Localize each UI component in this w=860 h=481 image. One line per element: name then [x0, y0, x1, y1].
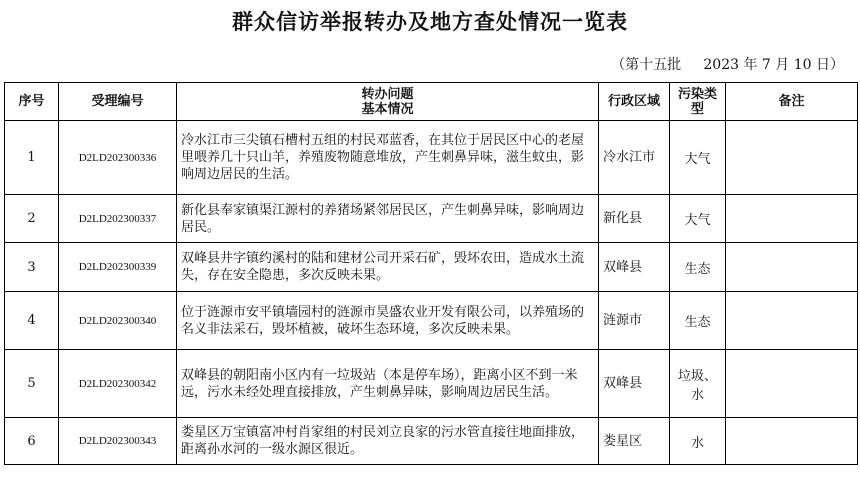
header-code: 受理编号 — [59, 83, 177, 121]
row-pollution: 水 — [670, 418, 726, 465]
row-desc: 双峰县的朝阳南小区内有一垃圾站（本是停车场），距离小区不到一米远，污水未经处理直接排放，产生刺鼻异味，影响周边居民生活。 — [177, 350, 599, 418]
table-row — [5, 418, 858, 465]
row-region: 双峰县 — [599, 350, 670, 418]
row-code: D2LD202300340 — [59, 292, 177, 350]
row-pollution: 大气 — [670, 195, 726, 243]
table-row — [5, 292, 858, 350]
row-desc: 双峰县井字镇约溪村的陆和建材公司开采石矿，毁坏农田，造成水土流失，存在安全隐患，多次反映未果。 — [177, 243, 599, 292]
row-pollution: 生态 — [670, 243, 726, 292]
row-region: 娄星区 — [599, 418, 670, 465]
row-code: D2LD202300339 — [59, 243, 177, 292]
row-code: D2LD202300343 — [59, 418, 177, 465]
row-pollution: 垃圾、水 — [670, 350, 726, 418]
row-remark — [726, 243, 858, 292]
table-row — [5, 350, 858, 418]
row-region: 冷水江市 — [599, 121, 670, 195]
row-no: 5 — [5, 350, 59, 418]
row-region: 双峰县 — [599, 243, 670, 292]
row-region: 涟源市 — [599, 292, 670, 350]
row-remark — [726, 350, 858, 418]
row-code: D2LD202300337 — [59, 195, 177, 243]
row-remark — [726, 292, 858, 350]
row-region: 新化县 — [599, 195, 670, 243]
header-desc — [177, 83, 599, 121]
row-desc: 娄星区万宝镇富冲村肖家组的村民刘立良家的污水管直接往地面排放，距离孙水河的一级水源区很近。 — [177, 418, 599, 465]
row-no: 6 — [5, 418, 59, 465]
row-remark — [726, 418, 858, 465]
batch-date: （第十五批 2023 年 7 月 10 日） — [611, 57, 844, 73]
header-no: 序号 — [5, 83, 59, 121]
row-desc: 新化县奉家镇渠江源村的养猪场紧邻居民区，产生刺鼻异味，影响周边居民。 — [177, 195, 599, 243]
row-remark — [726, 195, 858, 243]
header-pollution: 污染类型 — [670, 83, 726, 121]
row-desc: 冷水江市三尖镇石槽村五组的村民邓蓝香，在其位于居民区中心的老屋里喂养几十只山羊，养殖废物随意堆放，产生刺鼻异味，滋生蚊虫，影响周边居民的生活。 — [177, 121, 599, 195]
row-pollution: 生态 — [670, 292, 726, 350]
header-remark: 备注 — [726, 83, 858, 121]
row-code: D2LD202300336 — [59, 121, 177, 195]
table-row — [5, 121, 858, 195]
row-remark — [726, 121, 858, 195]
complaint-table — [4, 82, 858, 465]
header-region: 行政区域 — [599, 83, 670, 121]
header-desc-line2: 基本情况 — [361, 101, 414, 117]
row-no: 3 — [5, 243, 59, 292]
row-no: 2 — [5, 195, 59, 243]
row-code: D2LD202300342 — [59, 350, 177, 418]
table-row — [5, 243, 858, 292]
row-pollution: 大气 — [670, 121, 726, 195]
table-row — [5, 195, 858, 243]
table-header-row — [5, 83, 858, 121]
page-title: 群众信访举报转办及地方查处情况一览表 — [232, 10, 628, 34]
header-desc-line1: 转办问题 — [361, 86, 414, 102]
row-no: 4 — [5, 292, 59, 350]
row-no: 1 — [5, 121, 59, 195]
row-desc: 位于涟源市安平镇墙园村的涟源市昊盛农业开发有限公司，以养殖场的名义非法采石，毁坏植被，破坏生态环境，多次反映未果。 — [177, 292, 599, 350]
